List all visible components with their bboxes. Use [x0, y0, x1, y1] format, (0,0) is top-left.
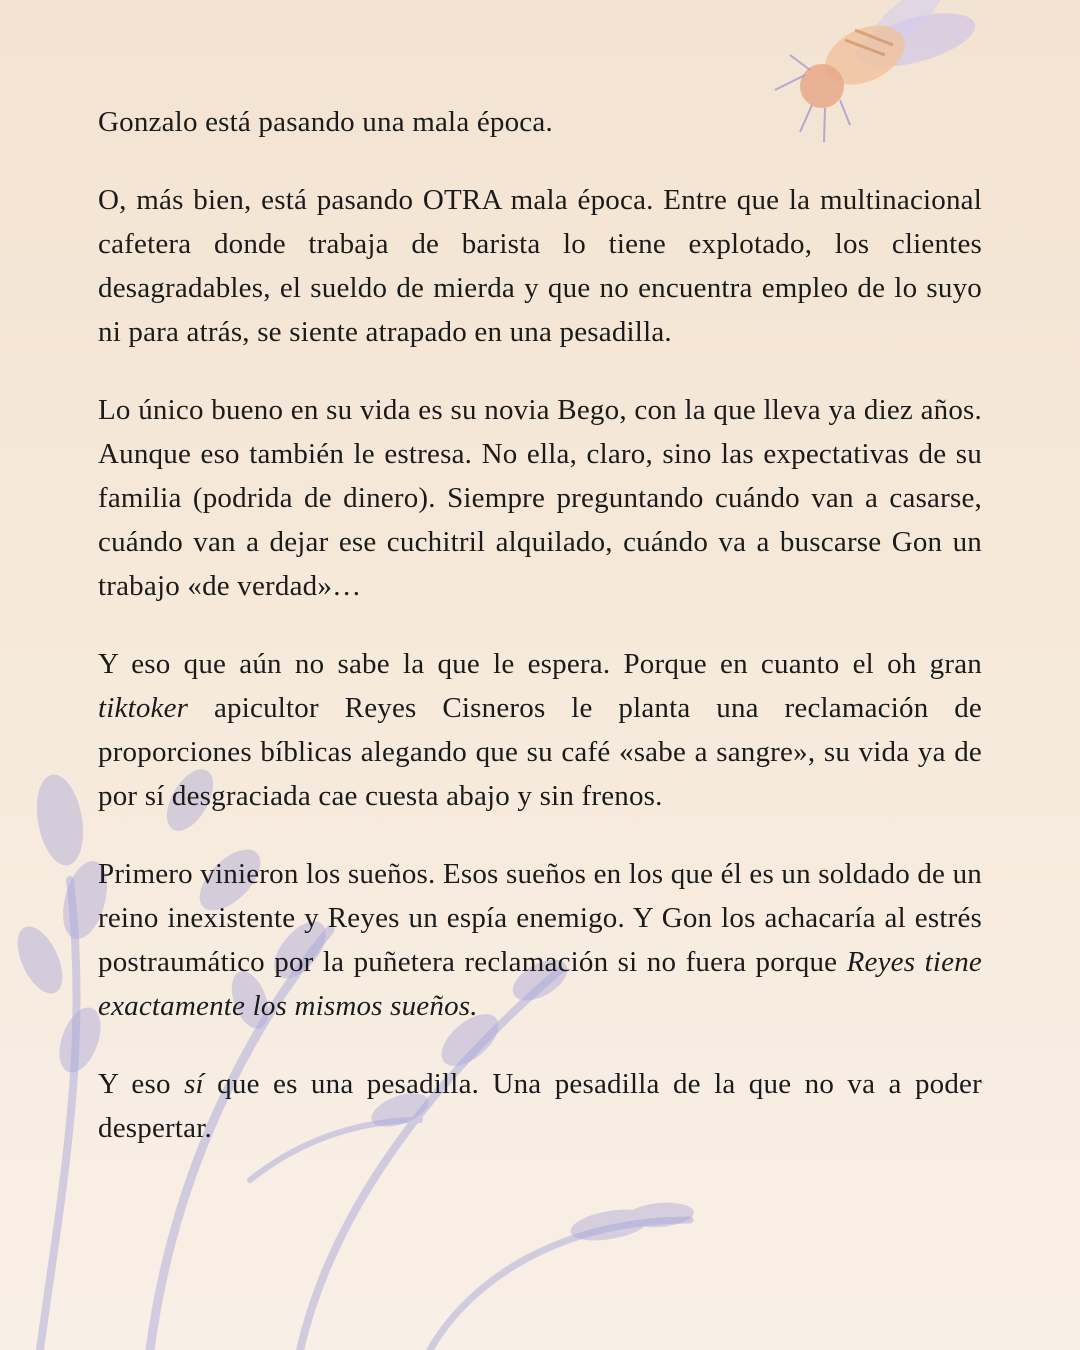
paragraph-3: Lo único bueno en su vida es su novia Bego, con la que lleva ya diez años. Aunque eso también le estresa. No ella, claro, sino las expectativas de su familia (podrida de dinero). Siempre preguntando cuándo van a casarse, cuándo van a dejar ese cuchitril alquilado, cuándo va a buscarse Gon un trabajo «de verdad»…	[98, 394, 982, 602]
italic-si: sí	[184, 1068, 204, 1100]
italic-same-dreams: Reyes tiene exactamente los mismos sueños.	[98, 946, 982, 1022]
synopsis-text	[98, 100, 982, 1184]
italic-tiktoker: tiktoker	[98, 692, 189, 724]
paragraph-5: Primero vinieron los sueños. Esos sueños en los que él es un soldado de un reino inexistente y Reyes un espía enemigo. Y Gon los achacaría al estrés postraumático por la puñetera reclamación si no fuera porque Reyes tiene exactamente los mismos sueños.	[98, 858, 982, 1022]
paragraph-1: Gonzalo está pasando una mala época.	[98, 106, 553, 138]
paragraph-4: Y eso que aún no sabe la que le espera. Porque en cuanto el oh gran tiktoker apicultor Reyes Cisneros le planta una reclamación de proporciones bíblicas alegando que su café «sabe a sangre», su vida ya de por sí desgraciada cae cuesta abajo y sin frenos.	[98, 648, 982, 812]
paragraph-2: O, más bien, está pasando OTRA mala época. Entre que la multinacional cafetera donde trabaja de barista lo tiene explotado, los clientes desagradables, el sueldo de mierda y que no encuentra empleo de lo suyo ni para atrás, se siente atrapado en una pesadilla.	[98, 184, 982, 348]
paragraph-6: Y eso sí que es una pesadilla. Una pesadilla de la que no va a poder despertar.	[98, 1068, 982, 1144]
